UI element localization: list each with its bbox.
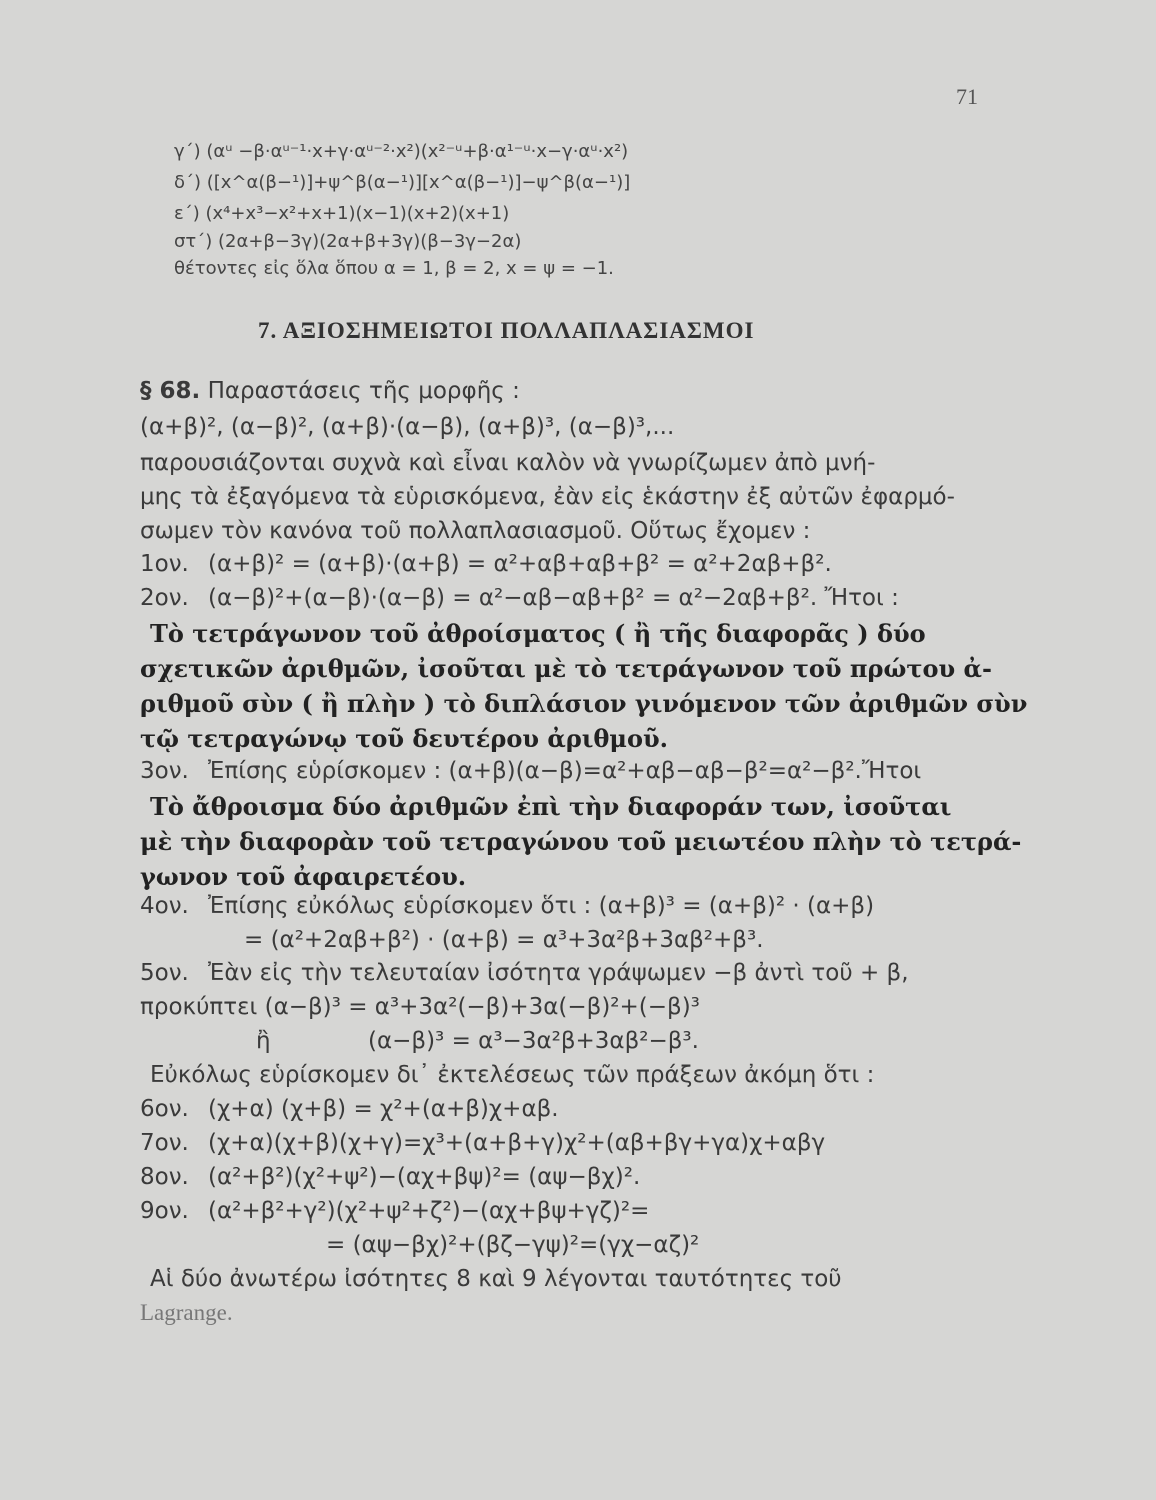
chapter-title: 7. ΑΞΙΟΣΗΜΕΙΩΤΟΙ ΠΟΛΛΑΠΛΑΣΙΑΣΜΟΙ [258, 318, 755, 343]
item-7 [140, 1130, 825, 1156]
item-formula: (α²+β²+γ²)(χ²+ψ²+ζ²)−(αχ+βψ+γζ)²= [208, 1198, 650, 1224]
item-formula: Ἐπίσης εὑρίσκομεν : (α+β)(α−β)=α²+αβ−αβ−β²=α²−β².Ἤτοι [208, 758, 922, 784]
item-5 [140, 960, 909, 986]
item-formula: (α+β)² = (α+β)·(α+β) = α²+αβ+αβ+β² = α²+2αβ+β². [208, 551, 832, 577]
item-label: 6ον. [140, 1096, 189, 1122]
item-formula: (χ+α) (χ+β) = χ²+(α+β)χ+αβ. [208, 1096, 559, 1122]
item-2 [140, 585, 899, 611]
more-intro: Εὐκόλως εὑρίσκομεν δι᾽ ἐκτελέσεως τῶν πράξεων ἀκόμη ὅτι : [150, 1062, 875, 1088]
page-number: 71 [956, 84, 978, 109]
item-formula: Ἐπίσης εὐκόλως εὑρίσκομεν ὅτι : (α+β)³ = (α+β)² · (α+β) [208, 893, 875, 919]
item-9 [140, 1198, 649, 1224]
item-1 [140, 551, 832, 577]
item-label: 2ον. [140, 585, 189, 611]
item-3 [140, 758, 921, 784]
item-label: 5ον. [140, 960, 189, 986]
item-5-or: ἢ [256, 1028, 271, 1054]
section-intro: Παραστάσεις τῆς μορφῆς : [207, 378, 520, 404]
rule1-line: Τὸ τετράγωνον τοῦ ἀθροίσματος ( ἢ τῆς διαφορᾶς ) δύο [150, 619, 926, 648]
item-label: 8ον. [140, 1164, 189, 1190]
item-formula: (α²+β²)(χ²+ψ²)−(αχ+βψ)²= (αψ−βχ)². [208, 1164, 641, 1190]
item-9-cont: = (αψ−βχ)²+(βζ−γψ)²=(γχ−αζ)² [326, 1232, 700, 1258]
forms-line: (α+β)², (α−β)², (α+β)·(α−β), (α+β)³, (α−β)³,... [140, 414, 675, 440]
item-8 [140, 1164, 640, 1190]
item-label: 3ον. [140, 758, 189, 784]
closing-lagrange: Lagrange. [140, 1300, 233, 1325]
item-formula: (α−β)²+(α−β)·(α−β) = α²−αβ−αβ+β² = α²−2αβ+β². Ἤτοι : [208, 585, 899, 611]
item-label: 1ον. [140, 551, 189, 577]
text-line: μης τὰ ἐξαγόμενα τὰ εὑρισκόμενα, ἐὰν εἰς ἑκάστην ἐξ αὐτῶν ἐφαρμό- [140, 484, 955, 510]
item-label: 4ον. [140, 893, 189, 919]
exercise-gamma: γ΄) (αᵘ −β·αᵘ⁻¹·x+γ·αᵘ⁻²·x²)(x²⁻ᵘ+β·α¹⁻ᵘ·x−γ·αᵘ·x²) [174, 141, 629, 162]
exercise-epsilon: ε΄) (x⁴+x³−x²+x+1)(x−1)(x+2)(x+1) [174, 203, 510, 224]
section-number: § 68. [140, 378, 201, 404]
rule1-line: σχετικῶν ἀριθμῶν, ἰσοῦται μὲ τὸ τετράγωνον τοῦ πρώτου ἀ- [140, 654, 992, 683]
exercise-values: θέτοντες εἰς ὅλα ὅπου α = 1, β = 2, x = ψ = −1. [174, 258, 614, 279]
text-line: παρουσιάζονται συχνὰ καὶ εἶναι καλὸν νὰ γνωρίζωμεν ἀπὸ μνή- [140, 450, 876, 476]
text-line: σωμεν τὸν κανόνα τοῦ πολλαπλασιασμοῦ. Οὕτως ἔχομεν : [140, 518, 811, 544]
rule2-line: μὲ τὴν διαφορὰν τοῦ τετραγώνου τοῦ μειωτέου πλὴν τὸ τετρά- [140, 827, 1022, 856]
rule2-line: γωνον τοῦ ἀφαιρετέου. [140, 862, 467, 891]
item-4 [140, 893, 874, 919]
section-heading [140, 378, 520, 404]
exercise-delta: δ΄) ([x^α(β−¹)]+ψ^β(α−¹)][x^α(β−¹)]−ψ^β(α−¹)] [174, 172, 631, 193]
item-5-line3: (α−β)³ = α³−3α²β+3αβ²−β³. [368, 1028, 699, 1054]
item-4-cont: = (α²+2αβ+β²) · (α+β) = α³+3α²β+3αβ²+β³. [244, 927, 764, 953]
rule1-line: τῷ τετραγώνῳ τοῦ δευτέρου ἀριθμοῦ. [140, 724, 668, 753]
item-6 [140, 1096, 559, 1122]
rule1-line: ριθμοῦ σὺν ( ἢ πλὴν ) τὸ διπλάσιον γινόμενον τῶν ἀριθμῶν σὺν [140, 689, 1028, 718]
item-label: 7ον. [140, 1130, 189, 1156]
item-5-line2: προκύπτει (α−β)³ = α³+3α²(−β)+3α(−β)²+(−β)³ [140, 994, 700, 1020]
item-text: Ἐὰν εἰς τὴν τελευταίαν ἰσότητα γράψωμεν −β ἀντὶ τοῦ + β, [208, 960, 909, 986]
item-label: 9ον. [140, 1198, 189, 1224]
rule2-line: Τὸ ἄθροισμα δύο ἀριθμῶν ἐπὶ τὴν διαφοράν των, ἰσοῦται [150, 792, 952, 821]
exercise-st: στ΄) (2α+β−3γ)(2α+β+3γ)(β−3γ−2α) [174, 231, 522, 252]
item-formula: (χ+α)(χ+β)(χ+γ)=χ³+(α+β+γ)χ²+(αβ+βγ+γα)χ+αβγ [208, 1130, 826, 1156]
closing-line: Αἱ δύο ἀνωτέρω ἰσότητες 8 καὶ 9 λέγονται ταυτότητες τοῦ [150, 1266, 842, 1292]
